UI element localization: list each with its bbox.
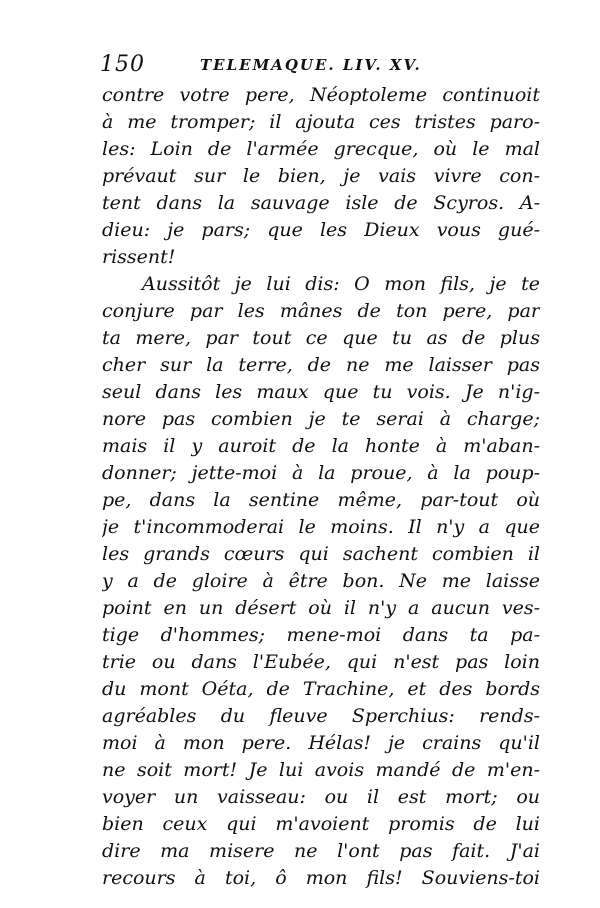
text-line: prévaut sur le bien, je vais vivre con- (102, 165, 540, 187)
text-line: dire ma misere ne l'ont pas fait. J'ai (102, 840, 540, 862)
paragraph-end-line: rissent! (102, 246, 176, 268)
text-line: moi à mon pere. Hélas! je crains qu'il (102, 732, 540, 754)
text-line: à me tromper; il ajouta ces tristes paro- (102, 111, 540, 133)
body-text (102, 82, 540, 892)
text-line: point en un désert où il n'y a aucun ves- (102, 597, 540, 619)
text-line: agréables du fleuve Sperchius: rends- (102, 705, 540, 727)
text-line: bien ceux qui m'avoient promis de lui (102, 813, 540, 835)
text-line: y a de gloire à être bon. Ne me laisse (102, 570, 540, 592)
page-number: 150 (100, 52, 145, 77)
text-line: ne soit mort! Je lui avois mandé de m'en- (102, 759, 540, 781)
text-line: tige d'hommes; mene-moi dans ta pa- (102, 624, 540, 646)
text-line: du mont Oéta, de Trachine, et des bords (102, 678, 540, 700)
text-line: dieu: je pars; que les Dieux vous gué- (102, 219, 540, 241)
text-line: conjure par les mânes de ton pere, par (102, 300, 540, 322)
text-line: recours à toi, ô mon fils! Souviens-toi (102, 867, 540, 889)
text-line: les grands cœurs qui sachent combien il (102, 543, 540, 565)
text-line: cher sur la terre, de ne me laisser pas (102, 354, 540, 376)
running-title: TELEMAQUE. LIV. XV. (200, 56, 422, 74)
text-line: je t'incommoderai le moins. Il n'y a que (102, 516, 540, 538)
text-line: ta mere, par tout ce que tu as de plus (102, 327, 540, 349)
text-line: voyer un vaisseau: ou il est mort; ou (102, 786, 540, 808)
text-line: mais il y auroit de la honte à m'aban- (102, 435, 540, 457)
text-line: donner; jette-moi à la proue, à la poup- (102, 462, 540, 484)
text-line: tent dans la sauvage isle de Scyros. A- (102, 192, 540, 214)
paragraph-start-line: Aussitôt je lui dis: O mon fils, je te (142, 273, 540, 295)
text-line: les: Loin de l'armée grecque, où le mal (102, 138, 540, 160)
text-line: seul dans les maux que tu vois. Je n'ig- (102, 381, 540, 403)
running-head (100, 52, 540, 82)
text-line: nore pas combien je te serai à charge; (102, 408, 540, 430)
text-line: pe, dans la sentine même, par-tout où (102, 489, 540, 511)
text-line: trie ou dans l'Eubée, qui n'est pas loin (102, 651, 540, 673)
text-line: contre votre pere, Néoptoleme continuoit (102, 84, 540, 106)
